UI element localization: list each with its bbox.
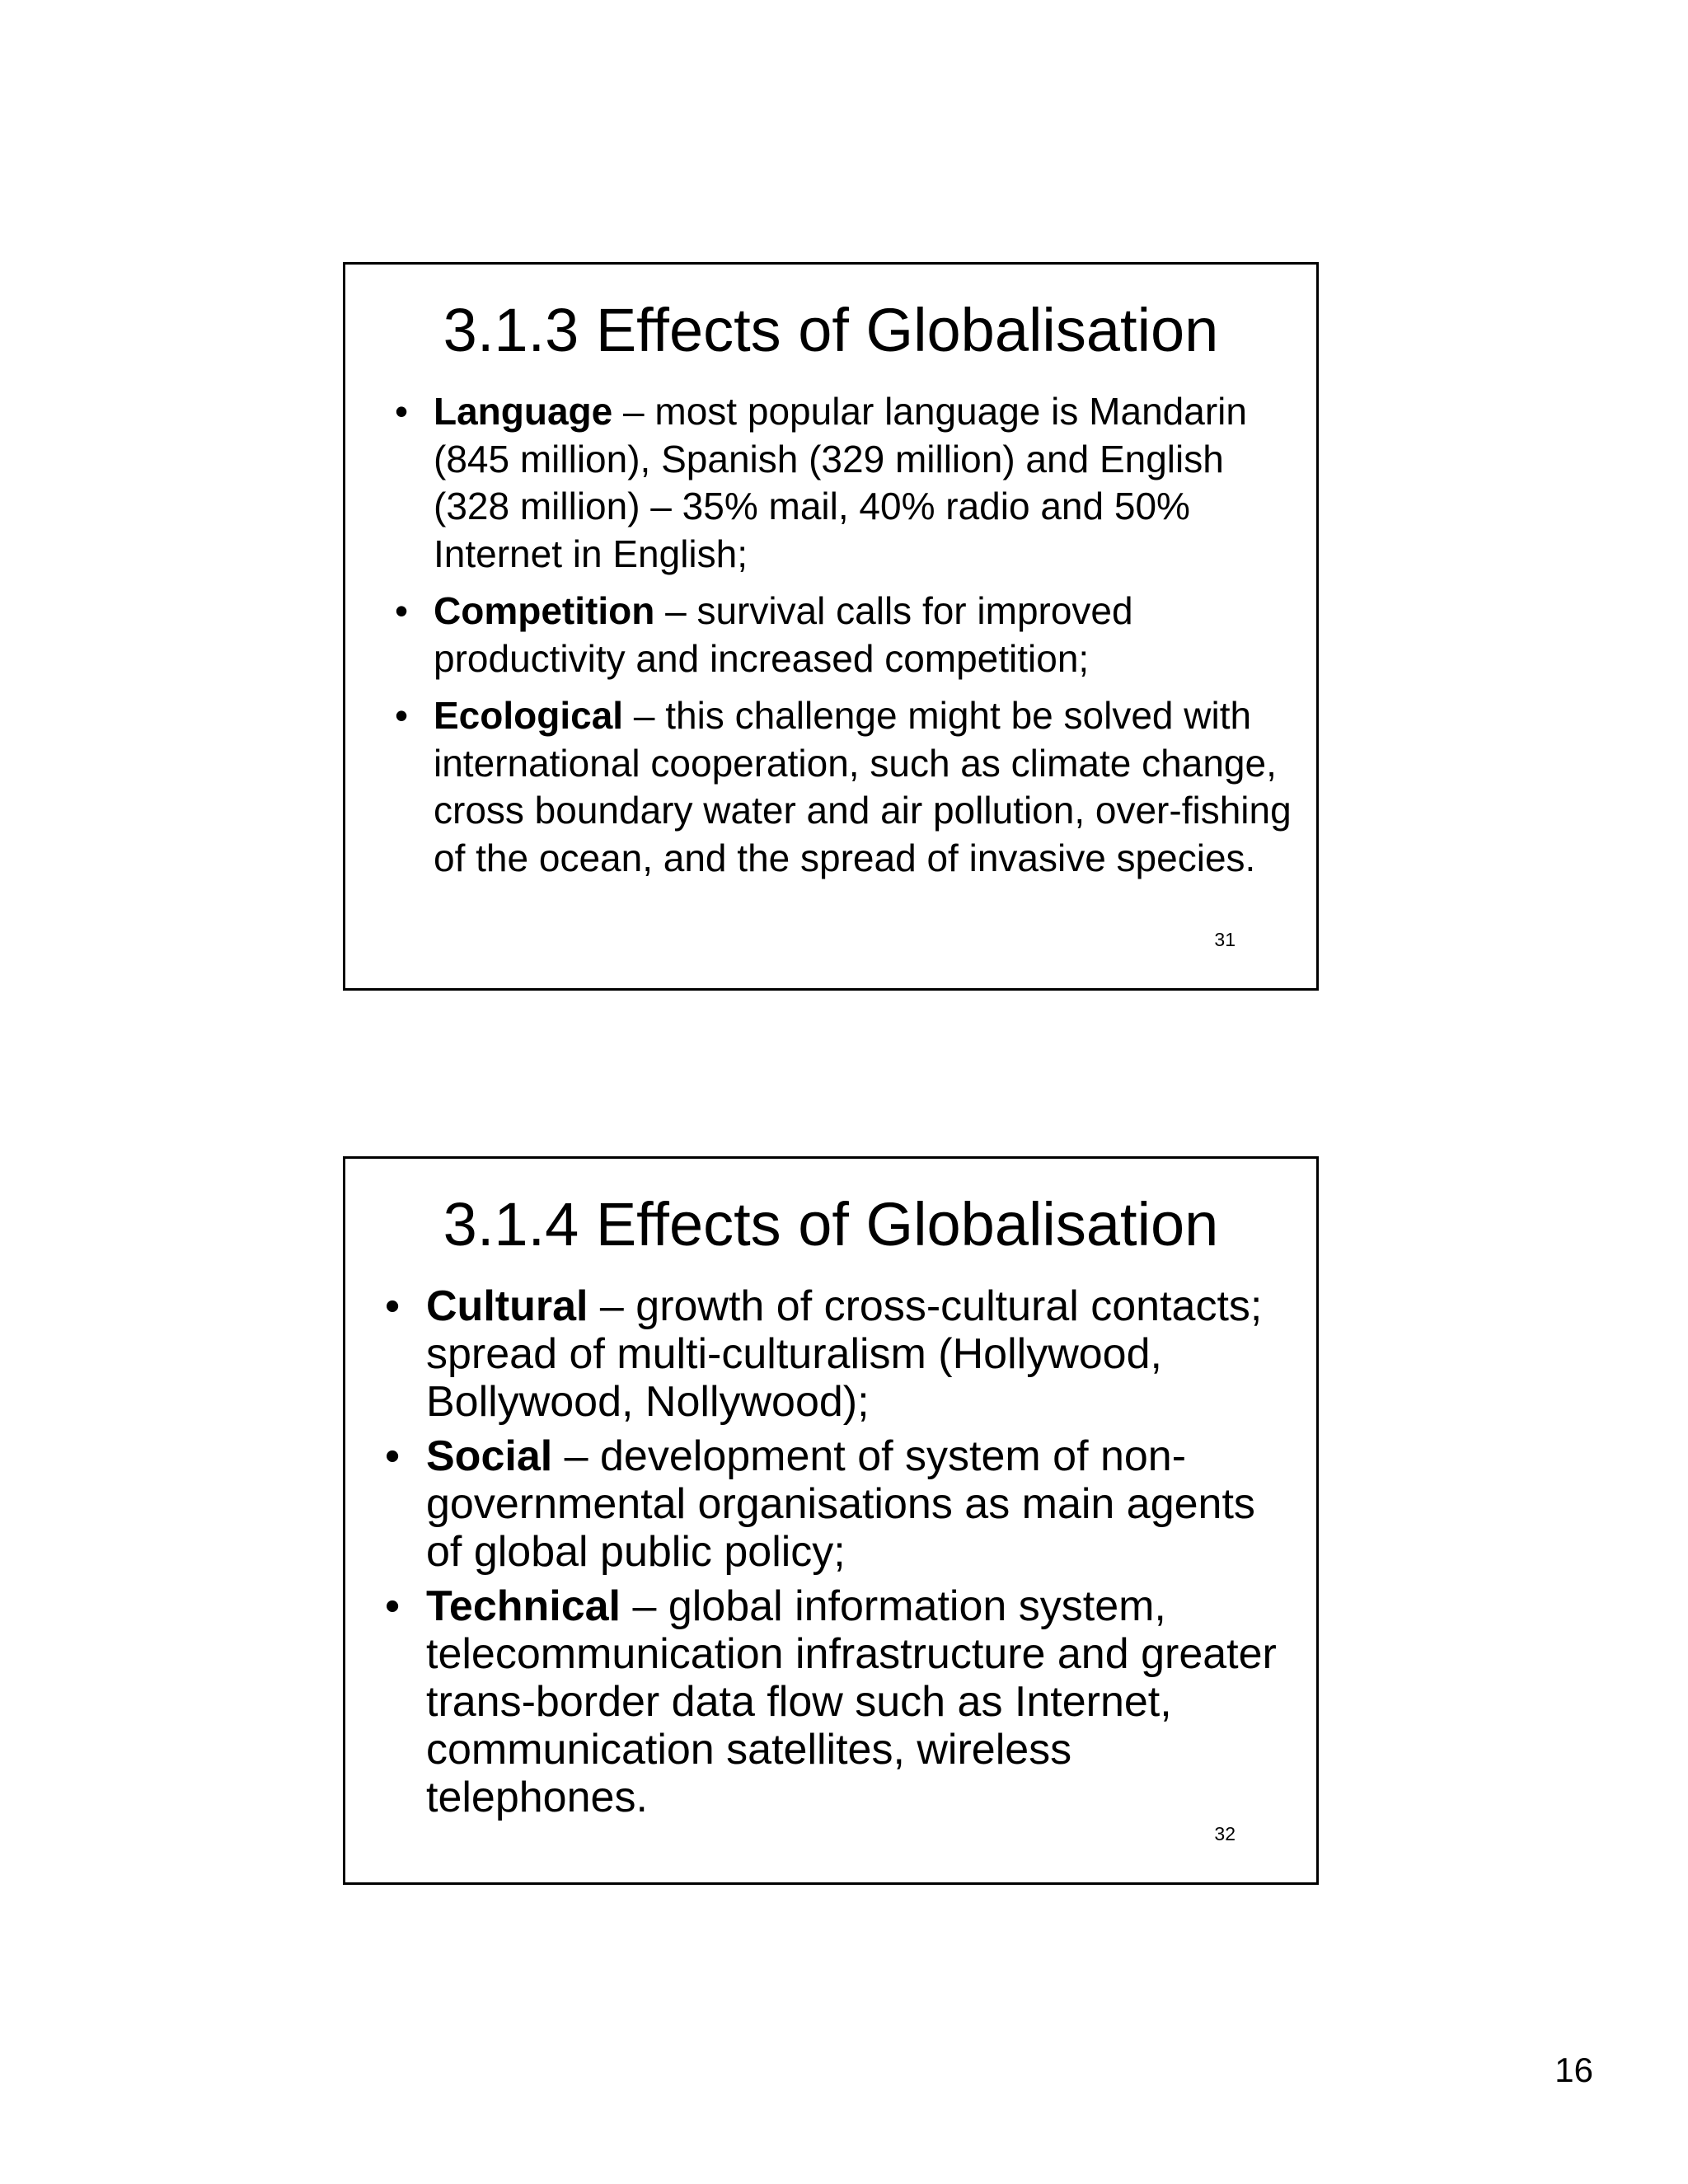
bullet-text: – growth of cross-cultural contacts; spread of multi-culturalism (Hollywood, Bollywood, Nollywood); [426,1282,1263,1426]
slide-title: 3.1.3 Effects of Globalisation [443,296,1219,364]
bullet-text: – survival calls for improved productivity and increased competition; [434,589,1133,680]
bullet-item-technical [385,1582,1300,1821]
bullet-marker: • [385,1432,401,1480]
bullet-term: Social [426,1432,553,1480]
bullet-list [385,1282,1300,1828]
bullet-item-cultural [385,1282,1300,1426]
bullet-term: Ecological [434,694,624,737]
bullet-text: – most popular language is Mandarin (845 million), Spanish (329 million) and English (328 million) – 35% mail, 40% radio and 50% Internet in English; [434,390,1247,575]
page-number: 16 [1554,2050,1593,2089]
bullet-list [395,388,1307,892]
slide-title: 3.1.4 Effects of Globalisation [443,1190,1219,1258]
bullet-marker: • [395,589,409,632]
bullet-term: Competition [434,589,655,632]
slide-31 [343,262,1319,991]
bullet-marker: • [385,1582,401,1630]
slide-32 [343,1156,1319,1885]
bullet-item-social [385,1432,1300,1576]
bullet-term: Language [434,390,613,433]
bullet-text: – this challenge might be solved with international cooperation, such as climate change, cross boundary water and air pollution, over-fishing of the ocean, and the spread of invasive species. [434,694,1292,879]
bullet-marker: • [395,390,409,433]
bullet-item-language [395,388,1307,578]
slide-number: 32 [1214,1823,1236,1844]
bullet-item-ecological [395,692,1307,882]
bullet-marker: • [385,1282,401,1330]
bullet-term: Cultural [426,1282,588,1330]
bullet-marker: • [395,694,409,737]
bullet-text: – global information system, telecommunication infrastructure and greater trans-border data flow such as Internet, communication satellites, wireless telephones. [426,1582,1277,1821]
bullet-text: – development of system of non-governmental organisations as main agents of global public policy; [426,1432,1255,1576]
slide-number: 31 [1214,929,1236,950]
bullet-term: Technical [426,1582,621,1630]
bullet-item-competition [395,588,1307,682]
